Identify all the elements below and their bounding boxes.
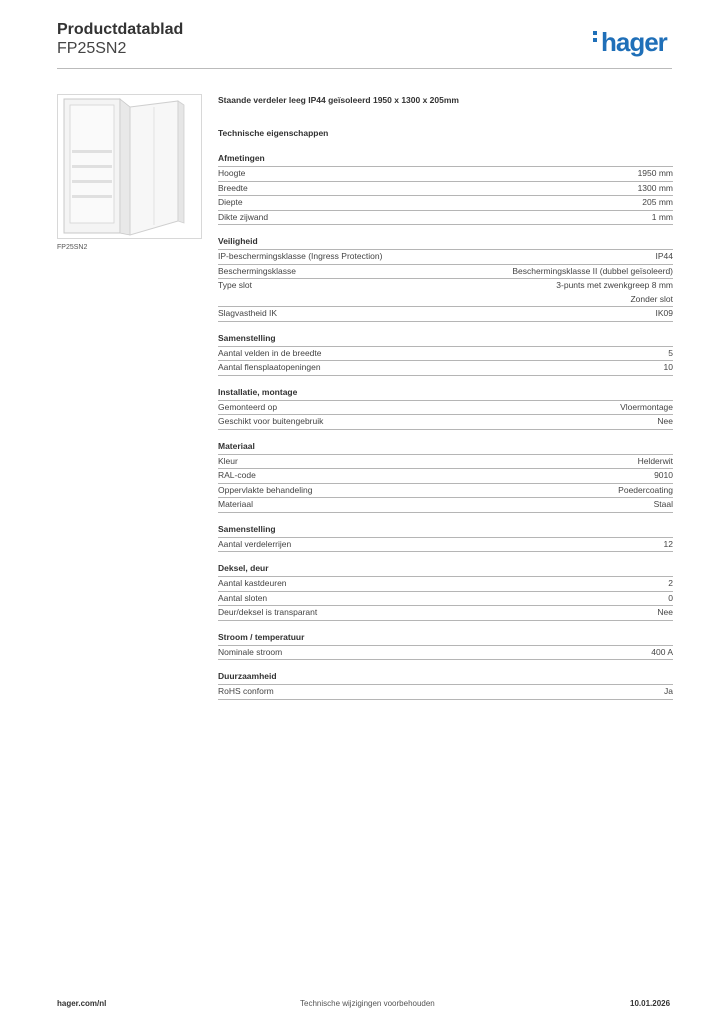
spec-key: Breedte <box>218 182 248 193</box>
spec-key: Slagvastheid IK <box>218 308 278 318</box>
spec-key: Deur/deksel is transparant <box>218 607 318 617</box>
product-specs <box>218 95 673 700</box>
spec-row <box>218 279 673 307</box>
product-code: FP25SN2 <box>57 40 127 57</box>
spec-value-line: 9010 <box>654 470 673 480</box>
spec-value <box>664 685 673 699</box>
cabinet-illustration-icon <box>58 95 201 238</box>
spec-value <box>664 538 673 552</box>
spec-row <box>218 577 673 592</box>
spec-row <box>218 498 673 513</box>
spec-key: Aantal flensplaatopeningen <box>218 362 321 372</box>
spec-section <box>218 236 673 322</box>
spec-key: Aantal velden in de breedte <box>218 347 322 358</box>
spec-row <box>218 250 673 265</box>
spec-value-line: Poedercoating <box>618 484 673 495</box>
section-title: Installatie, montage <box>218 387 673 401</box>
spec-value <box>512 265 673 279</box>
spec-value-line: 400 A <box>651 646 673 657</box>
spec-row <box>218 211 673 226</box>
spec-value-line: Ja <box>664 686 673 696</box>
spec-key: RoHS conform <box>218 686 274 696</box>
spec-key: Dikte zijwand <box>218 211 269 222</box>
product-image <box>57 94 202 239</box>
spec-value <box>657 606 673 620</box>
spec-value <box>656 250 674 264</box>
spec-row <box>218 455 673 470</box>
spec-row <box>218 646 673 661</box>
spec-row <box>218 685 673 700</box>
spec-key: Kleur <box>218 455 238 466</box>
spec-value-line: Vloermontage <box>620 401 673 412</box>
section-title: Samenstelling <box>218 333 673 347</box>
spec-value <box>638 167 673 181</box>
spec-value <box>642 196 673 210</box>
spec-value <box>556 279 673 306</box>
spec-section <box>218 632 673 661</box>
product-description: Staande verdeler leeg IP44 geïsoleerd 1950 x 1300 x 205mm <box>218 95 459 105</box>
section-title: Duurzaamheid <box>218 671 673 685</box>
spec-row <box>218 592 673 607</box>
spec-value <box>620 401 673 415</box>
spec-row <box>218 307 673 322</box>
spec-key: Hoogte <box>218 168 246 178</box>
spec-value <box>668 592 673 606</box>
spec-section <box>218 333 673 376</box>
spec-value-line: 205 mm <box>642 197 673 207</box>
spec-key: Type slot <box>218 280 253 290</box>
spec-key: Aantal kastdeuren <box>218 578 287 588</box>
spec-value <box>638 455 673 469</box>
hager-logo <box>593 27 667 58</box>
spec-row <box>218 401 673 416</box>
spec-key: RAL-code <box>218 470 256 480</box>
spec-value-line: 0 <box>668 592 673 603</box>
spec-row <box>218 347 673 362</box>
spec-value-line: 2 <box>668 578 673 588</box>
spec-section <box>218 563 673 621</box>
logo-text: hager <box>601 27 667 57</box>
spec-section <box>218 671 673 700</box>
spec-row <box>218 415 673 430</box>
spec-value <box>618 484 673 498</box>
spec-section <box>218 441 673 513</box>
spec-value-line: 3-punts met zwenkgreep 8 mm <box>556 280 673 290</box>
spec-value <box>651 646 673 660</box>
spec-key: IP-beschermingsklasse (Ingress Protection) <box>218 251 383 261</box>
spec-value-line: IK09 <box>655 308 673 318</box>
spec-value <box>654 469 673 483</box>
spec-section <box>218 387 673 430</box>
section-title: Afmetingen <box>218 153 673 167</box>
spec-value-line: 5 <box>668 347 673 358</box>
spec-value <box>652 211 673 225</box>
spec-row <box>218 469 673 484</box>
spec-value-line: Helderwit <box>637 455 673 466</box>
spec-value <box>668 347 673 361</box>
spec-value-line: 1950 mm <box>637 168 673 178</box>
spec-value-line: Staal <box>653 499 673 509</box>
spec-value <box>657 415 673 429</box>
spec-value-line: 10 <box>663 362 673 372</box>
spec-value <box>656 307 674 321</box>
spec-key: Oppervlakte behandeling <box>218 484 313 495</box>
section-title: Veiligheid <box>218 236 673 250</box>
logo-dots-icon <box>593 31 599 45</box>
spec-row <box>218 265 673 280</box>
spec-value-line: Nee <box>657 416 673 426</box>
header-divider <box>57 68 672 69</box>
spec-row <box>218 361 673 376</box>
footer-notice: Technische wijzigingen voorbehouden <box>300 999 435 1008</box>
spec-value <box>638 182 673 196</box>
footer-date: 10.01.2026 <box>630 999 671 1008</box>
section-title: Samenstelling <box>218 524 673 538</box>
spec-value-line: 12 <box>663 538 673 549</box>
footer-website[interactable]: hager.com/nl <box>57 999 107 1008</box>
spec-row <box>218 538 673 553</box>
section-title: Stroom / temperatuur <box>218 632 673 646</box>
spec-section <box>218 153 673 225</box>
spec-key: Geschikt voor buitengebruik <box>218 416 324 426</box>
spec-key: Aantal sloten <box>218 592 268 603</box>
spec-value-line: Zonder slot <box>630 293 673 304</box>
spec-value-line: IP44 <box>655 251 673 261</box>
spec-value-line: Nee <box>657 607 673 617</box>
section-title: Deksel, deur <box>218 563 673 577</box>
spec-value <box>654 498 673 512</box>
spec-key: Gemonteerd op <box>218 401 278 412</box>
image-caption: FP25SN2 <box>57 244 88 251</box>
spec-key: Materiaal <box>218 499 253 509</box>
spec-key: Beschermingsklasse <box>218 265 296 276</box>
spec-key: Diepte <box>218 197 243 207</box>
spec-key: Aantal verdelerrijen <box>218 538 292 549</box>
page-title: Productdatablad <box>57 21 184 38</box>
spec-value <box>664 361 673 375</box>
spec-row <box>218 182 673 197</box>
spec-section <box>218 524 673 553</box>
spec-row <box>218 484 673 499</box>
spec-key: Nominale stroom <box>218 646 283 657</box>
section-title: Materiaal <box>218 441 673 455</box>
spec-value <box>668 577 673 591</box>
spec-value-line: Beschermingsklasse II (dubbel geïsoleerd) <box>512 265 673 276</box>
spec-sections <box>218 153 673 700</box>
spec-row <box>218 167 673 182</box>
spec-row <box>218 196 673 211</box>
spec-value-line: 1 mm <box>651 211 673 222</box>
spec-row <box>218 606 673 621</box>
tech-properties-title: Technische eigenschappen <box>218 128 329 138</box>
spec-value-line: 1300 mm <box>637 182 673 193</box>
